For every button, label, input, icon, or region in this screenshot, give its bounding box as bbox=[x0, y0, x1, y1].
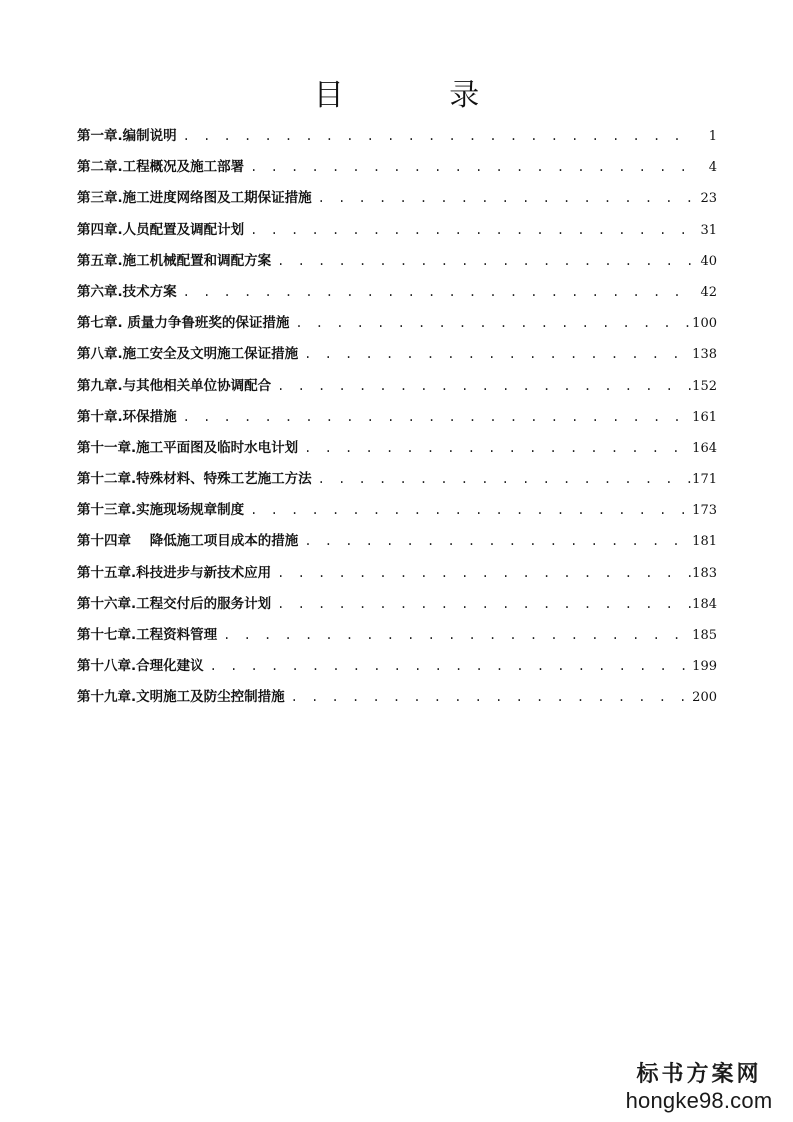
toc-entry-title: 第二章.工程概况及施工部署 bbox=[77, 159, 245, 176]
toc-entry-title: 第十二章.特殊材料、特殊工艺施工方法 bbox=[77, 471, 312, 488]
toc-dot-leader bbox=[244, 498, 692, 522]
toc-dot-leader bbox=[298, 342, 692, 366]
toc-entry-page-number: 200 bbox=[692, 690, 717, 706]
toc-entry[interactable] bbox=[77, 433, 717, 464]
toc-entry-title: 第十章.环保措施 bbox=[77, 408, 177, 425]
toc-entry[interactable] bbox=[77, 183, 717, 214]
toc-entry-page-number: 164 bbox=[692, 440, 717, 456]
toc-dot-leader bbox=[177, 405, 693, 429]
toc-entry-title: 第七章. 质量力争鲁班奖的保证措施 bbox=[77, 315, 290, 332]
toc-entry-page-number: 181 bbox=[692, 534, 717, 550]
toc-entry[interactable] bbox=[77, 308, 717, 339]
toc-entry-title: 第十五章.科技进步与新技术应用 bbox=[77, 564, 272, 581]
toc-dot-leader bbox=[271, 561, 692, 585]
toc-entry[interactable] bbox=[77, 464, 717, 495]
toc-entry-page-number: 31 bbox=[700, 222, 717, 238]
toc-entry[interactable] bbox=[77, 558, 717, 589]
table-of-contents bbox=[77, 121, 717, 714]
toc-entry-title: 第一章.编制说明 bbox=[77, 128, 177, 144]
toc-entry-page-number: 23 bbox=[700, 191, 717, 207]
toc-entry-page-number: 138 bbox=[692, 347, 717, 363]
toc-entry[interactable] bbox=[77, 589, 717, 620]
toc-entry[interactable] bbox=[77, 339, 717, 370]
toc-entry-title: 第九章.与其他相关单位协调配合 bbox=[77, 377, 272, 394]
toc-entry-title: 第十八章.合理化建议 bbox=[77, 658, 204, 675]
toc-entry-page-number: 1 bbox=[708, 129, 717, 144]
toc-entry[interactable] bbox=[77, 495, 717, 526]
toc-entry-title: 第八章.施工安全及文明施工保证措施 bbox=[77, 346, 299, 363]
toc-dot-leader bbox=[312, 186, 695, 210]
toc-entry[interactable] bbox=[77, 215, 717, 246]
watermark-url: hongke98.com bbox=[625, 1088, 773, 1113]
toc-dot-leader bbox=[271, 374, 692, 398]
toc-dot-leader bbox=[217, 623, 692, 647]
toc-entry-title: 第十七章.工程资料管理 bbox=[77, 627, 218, 643]
toc-entry-title: 第十九章.文明施工及防尘控制措施 bbox=[77, 689, 285, 706]
toc-entry[interactable] bbox=[77, 277, 717, 308]
toc-dot-leader bbox=[177, 280, 695, 304]
toc-entry-page-number: 173 bbox=[692, 503, 717, 519]
page-title: 目 录 bbox=[313, 78, 528, 113]
toc-entry[interactable] bbox=[77, 121, 717, 152]
toc-entry[interactable] bbox=[77, 152, 717, 183]
toc-dot-leader bbox=[298, 529, 692, 553]
toc-entry-title: 第五章.施工机械配置和调配方案 bbox=[77, 252, 272, 269]
toc-entry[interactable] bbox=[77, 651, 717, 682]
toc-entry-title: 第十四章 降低施工项目成本的措施 bbox=[77, 533, 299, 550]
toc-dot-leader bbox=[271, 592, 692, 616]
toc-entry-page-number: 184 bbox=[692, 596, 717, 612]
toc-entry-page-number: 199 bbox=[692, 659, 717, 675]
toc-entry[interactable] bbox=[77, 371, 717, 402]
toc-dot-leader bbox=[177, 124, 695, 148]
toc-entry-title: 第六章.技术方案 bbox=[77, 283, 177, 300]
toc-dot-leader bbox=[244, 155, 695, 179]
watermark bbox=[619, 1060, 779, 1114]
toc-dot-leader bbox=[289, 311, 692, 335]
toc-entry[interactable] bbox=[77, 246, 717, 277]
toc-entry-page-number: 161 bbox=[692, 409, 717, 425]
toc-entry-title: 第十六章.工程交付后的服务计划 bbox=[77, 595, 272, 612]
toc-entry-title: 第十一章.施工平面图及临时水电计划 bbox=[77, 439, 299, 456]
toc-entry-page-number: 100 bbox=[692, 316, 717, 332]
toc-entry[interactable] bbox=[77, 526, 717, 557]
toc-entry[interactable] bbox=[77, 620, 717, 651]
toc-entry-title: 第十三章.实施现场规章制度 bbox=[77, 502, 245, 519]
toc-dot-leader bbox=[298, 436, 692, 460]
watermark-site-name: 标书方案网 bbox=[636, 1061, 762, 1087]
toc-dot-leader bbox=[244, 218, 695, 242]
toc-dot-leader bbox=[271, 249, 695, 273]
toc-entry-page-number: 152 bbox=[692, 378, 717, 394]
toc-entry-page-number: 40 bbox=[700, 253, 717, 269]
toc-entry[interactable] bbox=[77, 682, 717, 713]
toc-entry[interactable] bbox=[77, 402, 717, 433]
toc-entry-title: 第四章.人员配置及调配计划 bbox=[77, 221, 245, 238]
toc-entry-page-number: 183 bbox=[692, 565, 717, 581]
toc-entry-page-number: 4 bbox=[708, 160, 717, 176]
toc-entry-page-number: 42 bbox=[700, 284, 717, 300]
toc-dot-leader bbox=[204, 654, 693, 678]
toc-entry-title: 第三章.施工进度网络图及工期保证措施 bbox=[77, 190, 312, 207]
toc-entry-page-number: 185 bbox=[692, 628, 717, 643]
toc-dot-leader bbox=[285, 685, 693, 709]
toc-entry-page-number: 171 bbox=[692, 472, 717, 488]
toc-dot-leader bbox=[312, 467, 693, 491]
